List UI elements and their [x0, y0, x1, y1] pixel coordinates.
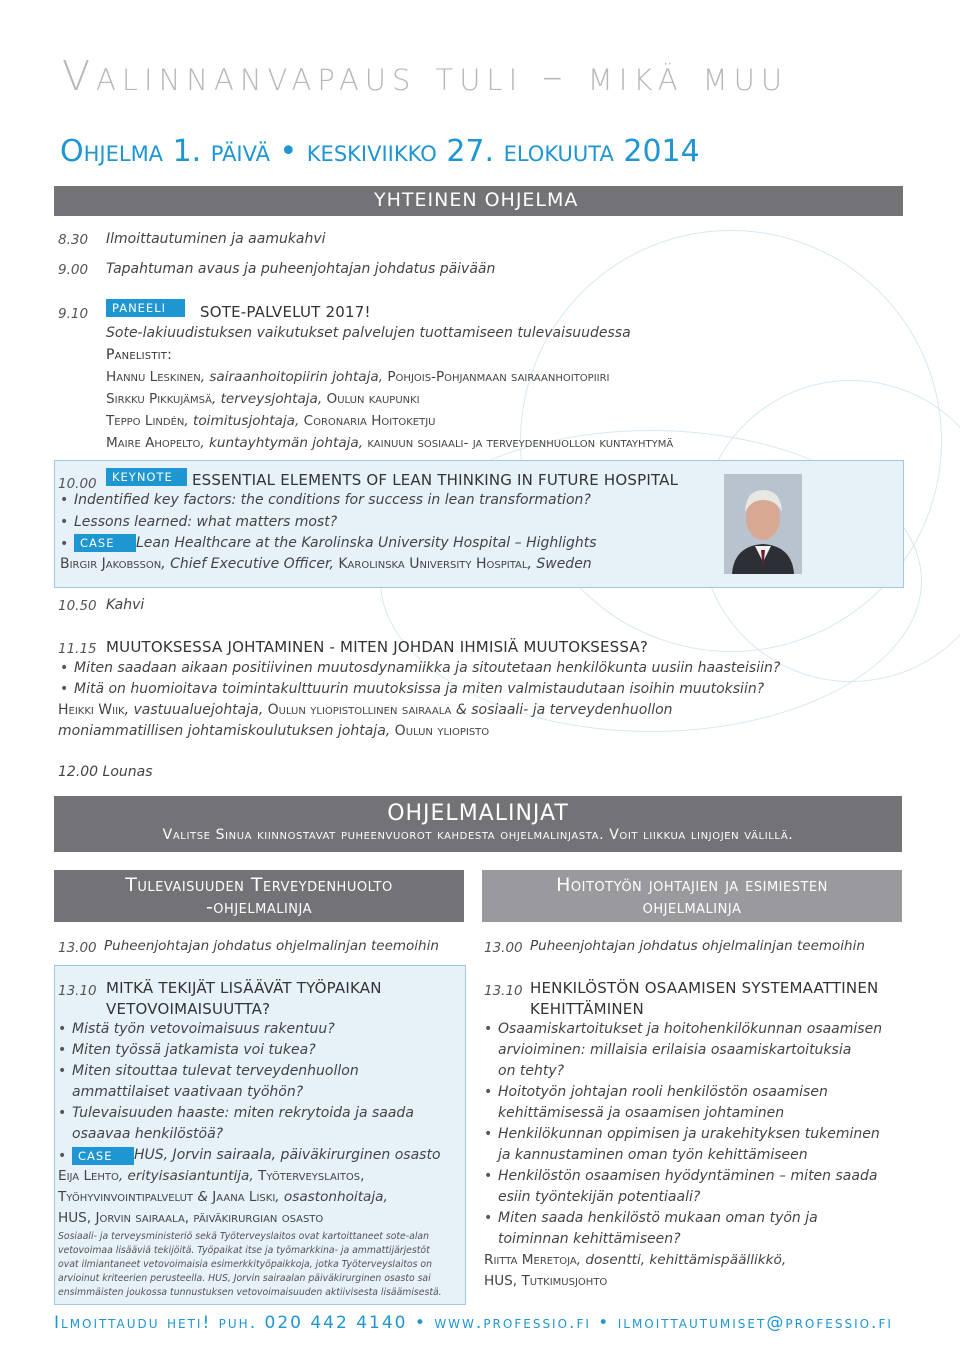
left-note-2: vetovoimaa lisääviä tekijöitä. Työpaikat itse ja työmarkkina- ja ammattijärjestöt — [58, 1245, 430, 1256]
speaker-role: , dosentti, kehittämispäällikkö, — [576, 1252, 787, 1268]
item-1115-bullet-2: • Mitä on huomioitava toimintakulttuurin muutoksissa ja miten valmistaudutaan isoihin muutoksiin? — [74, 681, 764, 697]
left-speaker-2 — [58, 1189, 388, 1205]
right-time-1310: 13.10 — [484, 983, 523, 999]
right-bullet-4-cont: esiin työntekijän potentiaali? — [498, 1189, 701, 1205]
speaker-name: Birgir Jakobsson — [60, 556, 162, 572]
speaker-org: Työterveyslaitos, — [258, 1168, 365, 1184]
left-bullet-3-cont: ammattilaiset vaativaan työhön? — [72, 1084, 304, 1100]
panelist-3 — [106, 413, 435, 429]
panelist-1 — [106, 369, 610, 385]
left-note-4: arvioinut kriteerien perusteella. HUS, Jorvin sairaalan päiväkirurginen osasto sai — [58, 1273, 431, 1284]
right-bullet-3: • Henkilökunnan oppimisen ja urakehityksen tukeminen — [498, 1126, 880, 1142]
right-track-header — [482, 870, 902, 922]
footer-contact: Ilmoittaudu heti! puh. 020 442 4140 • www.professio.fi • ilmoittautumiset@professio.fi — [54, 1313, 893, 1333]
speaker-role-2: & sosiaali- ja terveydenhuollon — [451, 702, 673, 718]
panelist-name: Teppo Lindén — [106, 413, 185, 429]
keynote-speaker — [60, 556, 592, 572]
keynote-case-text: Lean Healthcare at the Karolinska University Hospital – Highlights — [136, 535, 597, 551]
right-bullet-3-cont: ja kannustaminen oman työn kehittämiseen — [498, 1147, 808, 1163]
left-note-1: Sosiaali- ja terveysministeriö sekä Työterveyslaitos ovat kartoittaneet sote-alan — [58, 1231, 430, 1242]
tracks-heading: OHJELMALINJAT — [387, 801, 569, 826]
keynote-bullet-2: • Lessons learned: what matters most? — [74, 514, 337, 530]
right-bullet-1-cont2: on tehty? — [498, 1063, 565, 1079]
panelist-role: , terveysjohtaja, — [211, 391, 327, 407]
panelist-2 — [106, 391, 420, 407]
panelist-name: Hannu Leskinen — [106, 369, 201, 385]
speaker-name: Jaana Liski — [212, 1189, 276, 1205]
item-1115-bullet-1: • Miten saadaan aikaan positiivinen muutosdynamiikka ja sitoutetaan henkilökunta uusiin haasteisiin? — [74, 660, 780, 676]
keynote-bullet-1: • Indentified key factors: the conditions for success in lean transformation? — [74, 492, 591, 508]
right-speaker — [484, 1252, 786, 1268]
right-bullet-1-cont: arvioiminen: millaisia erilaisia osaamiskartoituksia — [498, 1042, 852, 1058]
time-830: 8.30 — [58, 232, 89, 248]
right-item-1300: Puheenjohtajan johdatus ohjelmalinjan teemoihin — [530, 938, 865, 954]
panelist-org: kainuun sosiaali- ja terveydenhuollon kuntayhtymä — [367, 435, 674, 451]
item-1115-speaker — [58, 702, 673, 718]
panelist-4 — [106, 435, 673, 451]
item-1050: Kahvi — [106, 597, 145, 613]
left-bullet-1: • Mistä työn vetovoimaisuus rakentuu? — [72, 1021, 335, 1037]
panelist-name: Maire Ahopelto — [106, 435, 201, 451]
speaker-photo — [724, 474, 802, 574]
time-900: 9.00 — [58, 262, 89, 278]
left-case-tag: CASE — [72, 1147, 134, 1165]
right-track-title-2: ohjelmalinja — [642, 896, 742, 918]
speaker-role: , erityisasiantuntija, — [118, 1168, 259, 1184]
speaker-role: , osastonhoitaja, — [275, 1189, 388, 1205]
right-bullet-1: • Osaamiskartoitukset ja hoitohenkilökunnan osaamisen — [498, 1021, 882, 1037]
keynote-tag: KEYNOTE — [106, 468, 187, 486]
panelist-role: , toimitusjohtaja, — [184, 413, 304, 429]
item-1115-speaker-line2 — [58, 723, 489, 739]
case-tag: CASE — [74, 534, 136, 552]
panelist-name: Sirkku Pikkujämsä — [106, 391, 212, 407]
left-note-5: ensimmäisten joukossa tunnustuksen vetovoimaisuuden aktiivisesta lisäämisestä. — [58, 1287, 442, 1298]
panelist-role: , sairaanhoitopiirin johtaja, — [200, 369, 388, 385]
panelist-role: , kuntayhtymän johtaja, — [200, 435, 368, 451]
panel-tag: PANEELI — [106, 299, 185, 317]
day-title: Ohjelma 1. päivä • keskiviikko 27. elokuuta 2014 — [60, 134, 700, 169]
left-note-3: ovat ilmiantaneet vetovoimaisia esimerkkityöpaikkoja, jotka Työterveyslaitos on — [58, 1259, 432, 1270]
time-1115: 11.15 — [58, 641, 97, 657]
speaker-role: , Chief Executive Officer, — [161, 556, 339, 572]
left-bullet-3: • Miten sitouttaa tulevat terveydenhuollon — [72, 1063, 359, 1079]
left-bullet-4: • Tulevaisuuden haaste: miten rekrytoida ja saada — [72, 1105, 414, 1121]
speaker-org: Karolinska University Hospital — [338, 556, 528, 572]
left-item-1300: Puheenjohtajan johdatus ohjelmalinjan teemoihin — [104, 938, 439, 954]
right-session-title-2: KEHITTÄMINEN — [530, 1000, 644, 1018]
panelists-label: Panelistit: — [106, 347, 173, 363]
left-bullet-2: • Miten työssä jatkamista voi tukea? — [72, 1042, 316, 1058]
left-session-title-2: VETOVOIMAISUUTTA? — [106, 1000, 271, 1018]
left-speaker-3: HUS, Jorvin sairaala, päiväkirurgian osasto — [58, 1210, 324, 1226]
right-bullet-2: • Hoitotyön johtajan rooli henkilöstön osaamisen — [498, 1084, 828, 1100]
item-900: Tapahtuman avaus ja puheenjohtajan johdatus päivään — [106, 261, 496, 277]
tracks-subheading: Valitse Sinua kiinnostavat puheenvuorot kahdesta ohjelmalinjasta. Voit liikkua linjojen välillä. — [162, 827, 794, 843]
speaker-org-2: Oulun yliopisto — [394, 723, 490, 739]
banner-title: Valinnanvapaus tuli – mikä muu — [62, 52, 789, 100]
tracks-heading-box — [54, 796, 902, 852]
left-time-1310: 13.10 — [58, 983, 97, 999]
right-bullet-5-cont: toiminnan kehittämiseen? — [498, 1231, 681, 1247]
right-bullet-2-cont: kehittämisessä ja osaamisen johtaminen — [498, 1105, 785, 1121]
time-910: 9.10 — [58, 306, 89, 322]
panel-subtitle: Sote-lakiuudistuksen vaikutukset palvelujen tuottamiseen tulevaisuudessa — [106, 325, 631, 341]
time-1000: 10.00 — [58, 476, 97, 492]
left-time-1300: 13.00 — [58, 940, 97, 956]
right-track-title: Hoitotyön johtajien ja esimiesten — [556, 874, 828, 896]
speaker-name: Eija Lehto — [58, 1168, 119, 1184]
common-program-label: YHTEINEN OHJELMA — [374, 189, 579, 211]
speaker-role: , vastuualuejohtaja, — [124, 702, 268, 718]
speaker-location: , Sweden — [527, 556, 592, 572]
speaker-role-3: moniammatillisen johtamiskoulutuksen johtaja, — [58, 723, 395, 739]
item-1200: 12.00 Lounas — [58, 764, 153, 780]
speaker-org: Oulun yliopistollinen sairaala — [267, 702, 452, 718]
speaker-name: Riitta Meretoja — [484, 1252, 577, 1268]
common-program-bar — [54, 186, 903, 216]
left-track-header — [54, 870, 464, 922]
panelist-org: Coronaria Hoitoketju — [303, 413, 436, 429]
left-session-title-1: MITKÄ TEKIJÄT LISÄÄVÄT TYÖPAIKAN — [106, 979, 382, 997]
right-session-title-1: HENKILÖSTÖN OSAAMISEN SYSTEMAATTINEN — [530, 979, 879, 997]
keynote-title: ESSENTIAL ELEMENTS OF LEAN THINKING IN FUTURE HOSPITAL — [192, 471, 679, 489]
right-bullet-5: • Miten saada henkilöstö mukaan oman työn ja — [498, 1210, 818, 1226]
item-1115-title: MUUTOKSESSA JOHTAMINEN - MITEN JOHDAN IHMISIÄ MUUTOKSESSA? — [106, 638, 648, 656]
panelist-org: Pohjois-Pohjanmaan sairaanhoitopiiri — [387, 369, 610, 385]
speaker-name: Heikki Wiik — [58, 702, 125, 718]
panel-title: SOTE-PALVELUT 2017! — [200, 303, 371, 321]
item-830: Ilmoittautuminen ja aamukahvi — [106, 231, 326, 247]
left-case-text: HUS, Jorvin sairaala, päiväkirurginen osasto — [134, 1147, 441, 1163]
left-track-title: Tulevaisuuden Terveydenhuolto — [125, 874, 393, 896]
right-time-1300: 13.00 — [484, 940, 523, 956]
panelist-org: Oulun kaupunki — [326, 391, 420, 407]
left-track-title-2: -ohjelmalinja — [205, 896, 313, 918]
time-1050: 10.50 — [58, 598, 97, 614]
left-speaker-1 — [58, 1168, 364, 1184]
speaker-portrait-image — [724, 474, 802, 574]
left-bullet-4-cont: osaavaa henkilöstöä? — [72, 1126, 224, 1142]
right-bullet-4: • Henkilöstön osaamisen hyödyntäminen – miten saada — [498, 1168, 877, 1184]
right-speaker-org: HUS, Tutkimusjohto — [484, 1273, 608, 1289]
speaker-amp: & — [193, 1189, 213, 1205]
speaker-org: Työhyvinvointipalvelut — [58, 1189, 194, 1205]
